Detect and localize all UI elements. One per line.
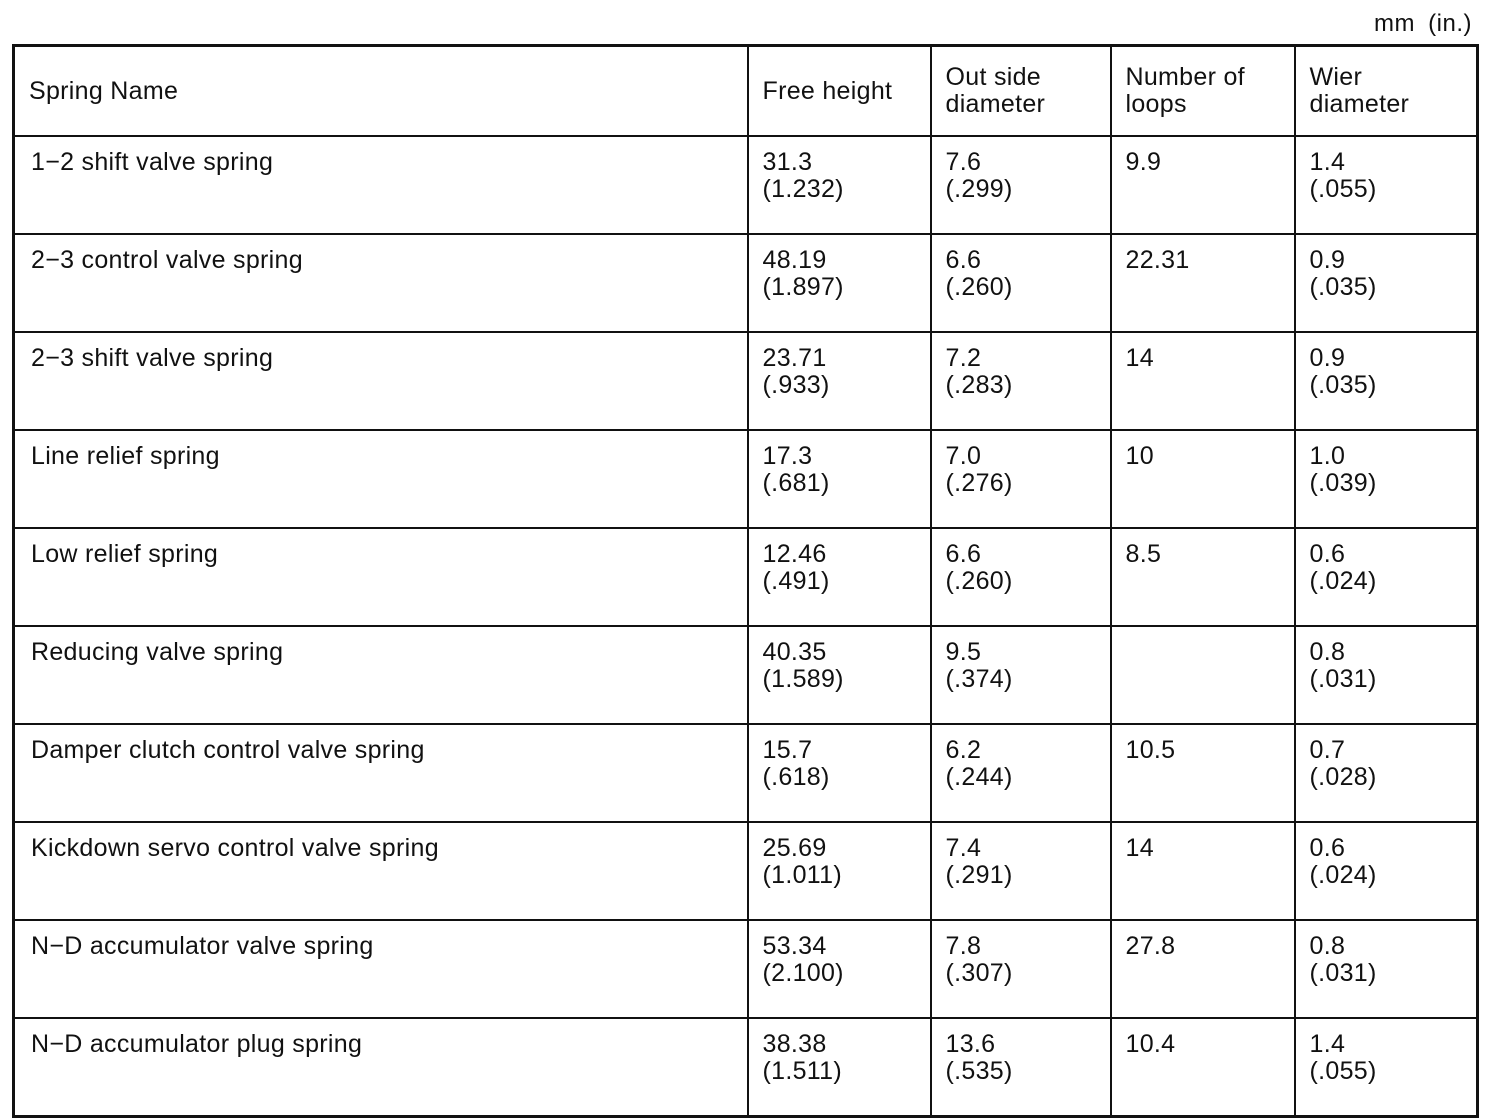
free-height-mm: 25.69 bbox=[762, 834, 827, 862]
outside-diameter-cell bbox=[931, 626, 1111, 724]
outside-diameter-cell bbox=[931, 1018, 1111, 1117]
free-height-cell bbox=[748, 430, 931, 528]
outside-diameter-cell bbox=[931, 528, 1111, 626]
free-height-cell bbox=[748, 136, 931, 234]
wire-diameter-cell bbox=[1295, 136, 1478, 234]
wire-diameter-cell bbox=[1295, 822, 1478, 920]
outside-diameter-mm: 7.6 bbox=[945, 148, 982, 176]
table-row bbox=[14, 136, 1478, 234]
outside-diameter-in: (.374) bbox=[945, 665, 1013, 693]
outside-diameter-mm: 7.4 bbox=[945, 834, 982, 862]
wire-diameter-in: (.031) bbox=[1309, 665, 1377, 693]
spring-spec-table bbox=[12, 44, 1479, 1118]
table-row bbox=[14, 430, 1478, 528]
table-body bbox=[14, 136, 1478, 1117]
wire-diameter-in: (.035) bbox=[1309, 273, 1377, 301]
table-row bbox=[14, 724, 1478, 822]
outside-diameter-in: (.260) bbox=[945, 273, 1013, 301]
outside-diameter-in: (.291) bbox=[945, 861, 1013, 889]
wire-diameter-cell bbox=[1295, 528, 1478, 626]
wire-diameter-mm: 1.4 bbox=[1309, 1030, 1346, 1058]
spring-name-cell: 2−3 control valve spring bbox=[14, 234, 748, 332]
free-height-in: (.933) bbox=[762, 371, 830, 399]
header-spring-name: Spring Name bbox=[14, 46, 748, 137]
outside-diameter-mm: 6.6 bbox=[945, 246, 982, 274]
outside-diameter-cell bbox=[931, 234, 1111, 332]
outside-diameter-cell bbox=[931, 920, 1111, 1018]
wire-diameter-in: (.028) bbox=[1309, 763, 1377, 791]
wire-diameter-cell bbox=[1295, 234, 1478, 332]
number-of-loops-cell: 14 bbox=[1111, 332, 1295, 430]
table-row bbox=[14, 822, 1478, 920]
number-of-loops-cell: 22.31 bbox=[1111, 234, 1295, 332]
wire-diameter-mm: 0.6 bbox=[1309, 540, 1346, 568]
outside-diameter-mm: 13.6 bbox=[945, 1030, 996, 1058]
wire-diameter-mm: 1.4 bbox=[1309, 148, 1346, 176]
free-height-in: (1.011) bbox=[762, 861, 842, 889]
outside-diameter-mm: 7.2 bbox=[945, 344, 982, 372]
free-height-cell bbox=[748, 528, 931, 626]
spring-name-cell: 2−3 shift valve spring bbox=[14, 332, 748, 430]
wire-diameter-cell bbox=[1295, 724, 1478, 822]
outside-diameter-in: (.260) bbox=[945, 567, 1013, 595]
wire-diameter-in: (.039) bbox=[1309, 469, 1377, 497]
table-row bbox=[14, 332, 1478, 430]
outside-diameter-in: (.276) bbox=[945, 469, 1013, 497]
number-of-loops-cell: 8.5 bbox=[1111, 528, 1295, 626]
outside-diameter-cell bbox=[931, 430, 1111, 528]
outside-diameter-in: (.535) bbox=[945, 1057, 1013, 1085]
number-of-loops-cell: 14 bbox=[1111, 822, 1295, 920]
free-height-mm: 17.3 bbox=[762, 442, 813, 470]
table-row bbox=[14, 626, 1478, 724]
spring-name-cell: Low relief spring bbox=[14, 528, 748, 626]
number-of-loops-cell: 10.5 bbox=[1111, 724, 1295, 822]
free-height-in: (.491) bbox=[762, 567, 830, 595]
outside-diameter-in: (.299) bbox=[945, 175, 1013, 203]
header-row bbox=[14, 46, 1478, 137]
free-height-cell bbox=[748, 234, 931, 332]
wire-diameter-mm: 0.9 bbox=[1309, 246, 1346, 274]
header-wire-diameter: Wier diameter bbox=[1295, 46, 1478, 137]
wire-diameter-mm: 0.8 bbox=[1309, 932, 1346, 960]
wire-diameter-mm: 0.6 bbox=[1309, 834, 1346, 862]
free-height-in: (.681) bbox=[762, 469, 830, 497]
wire-diameter-cell bbox=[1295, 430, 1478, 528]
free-height-mm: 23.71 bbox=[762, 344, 827, 372]
wire-diameter-cell bbox=[1295, 626, 1478, 724]
outside-diameter-mm: 7.8 bbox=[945, 932, 982, 960]
outside-diameter-in: (.283) bbox=[945, 371, 1013, 399]
outside-diameter-mm: 6.6 bbox=[945, 540, 982, 568]
spring-name-cell: Line relief spring bbox=[14, 430, 748, 528]
outside-diameter-cell bbox=[931, 724, 1111, 822]
free-height-mm: 38.38 bbox=[762, 1030, 827, 1058]
free-height-cell bbox=[748, 920, 931, 1018]
free-height-cell bbox=[748, 1018, 931, 1117]
free-height-in: (1.232) bbox=[762, 175, 844, 203]
wire-diameter-cell bbox=[1295, 920, 1478, 1018]
table-row bbox=[14, 1018, 1478, 1117]
wire-diameter-in: (.024) bbox=[1309, 567, 1377, 595]
table-row bbox=[14, 234, 1478, 332]
wire-diameter-cell bbox=[1295, 1018, 1478, 1117]
number-of-loops-cell bbox=[1111, 626, 1295, 724]
wire-diameter-in: (.024) bbox=[1309, 861, 1377, 889]
spring-name-cell: N−D accumulator plug spring bbox=[14, 1018, 748, 1117]
outside-diameter-mm: 6.2 bbox=[945, 736, 982, 764]
free-height-in: (1.589) bbox=[762, 665, 844, 693]
free-height-in: (2.100) bbox=[762, 959, 844, 987]
wire-diameter-cell bbox=[1295, 332, 1478, 430]
free-height-cell bbox=[748, 724, 931, 822]
outside-diameter-mm: 9.5 bbox=[945, 638, 982, 666]
wire-diameter-in: (.055) bbox=[1309, 175, 1377, 203]
wire-diameter-in: (.035) bbox=[1309, 371, 1377, 399]
spring-name-cell: 1−2 shift valve spring bbox=[14, 136, 748, 234]
free-height-cell bbox=[748, 332, 931, 430]
table-row bbox=[14, 920, 1478, 1018]
free-height-in: (1.511) bbox=[762, 1057, 842, 1085]
header-number-of-loops: Number of loops bbox=[1111, 46, 1295, 137]
spring-name-cell: Reducing valve spring bbox=[14, 626, 748, 724]
outside-diameter-cell bbox=[931, 136, 1111, 234]
free-height-in: (1.897) bbox=[762, 273, 844, 301]
number-of-loops-cell: 10 bbox=[1111, 430, 1295, 528]
free-height-mm: 31.3 bbox=[762, 148, 813, 176]
outside-diameter-cell bbox=[931, 332, 1111, 430]
outside-diameter-mm: 7.0 bbox=[945, 442, 982, 470]
outside-diameter-in: (.244) bbox=[945, 763, 1013, 791]
spring-name-cell: Kickdown servo control valve spring bbox=[14, 822, 748, 920]
wire-diameter-mm: 0.8 bbox=[1309, 638, 1346, 666]
free-height-mm: 40.35 bbox=[762, 638, 827, 666]
wire-diameter-mm: 0.7 bbox=[1309, 736, 1346, 764]
header-free-height: Free height bbox=[748, 46, 931, 137]
header-outside-diameter: Out side diameter bbox=[931, 46, 1111, 137]
number-of-loops-cell: 27.8 bbox=[1111, 920, 1295, 1018]
free-height-mm: 48.19 bbox=[762, 246, 827, 274]
number-of-loops-cell: 9.9 bbox=[1111, 136, 1295, 234]
wire-diameter-in: (.055) bbox=[1309, 1057, 1377, 1085]
outside-diameter-in: (.307) bbox=[945, 959, 1013, 987]
outside-diameter-cell bbox=[931, 822, 1111, 920]
table-row bbox=[14, 528, 1478, 626]
wire-diameter-mm: 1.0 bbox=[1309, 442, 1346, 470]
free-height-mm: 12.46 bbox=[762, 540, 827, 568]
spring-name-cell: N−D accumulator valve spring bbox=[14, 920, 748, 1018]
free-height-in: (.618) bbox=[762, 763, 830, 791]
free-height-cell bbox=[748, 822, 931, 920]
free-height-mm: 15.7 bbox=[762, 736, 813, 764]
free-height-mm: 53.34 bbox=[762, 932, 827, 960]
spring-name-cell: Damper clutch control valve spring bbox=[14, 724, 748, 822]
wire-diameter-mm: 0.9 bbox=[1309, 344, 1346, 372]
unit-label: mm (in.) bbox=[1374, 10, 1472, 37]
free-height-cell bbox=[748, 626, 931, 724]
wire-diameter-in: (.031) bbox=[1309, 959, 1377, 987]
number-of-loops-cell: 10.4 bbox=[1111, 1018, 1295, 1117]
